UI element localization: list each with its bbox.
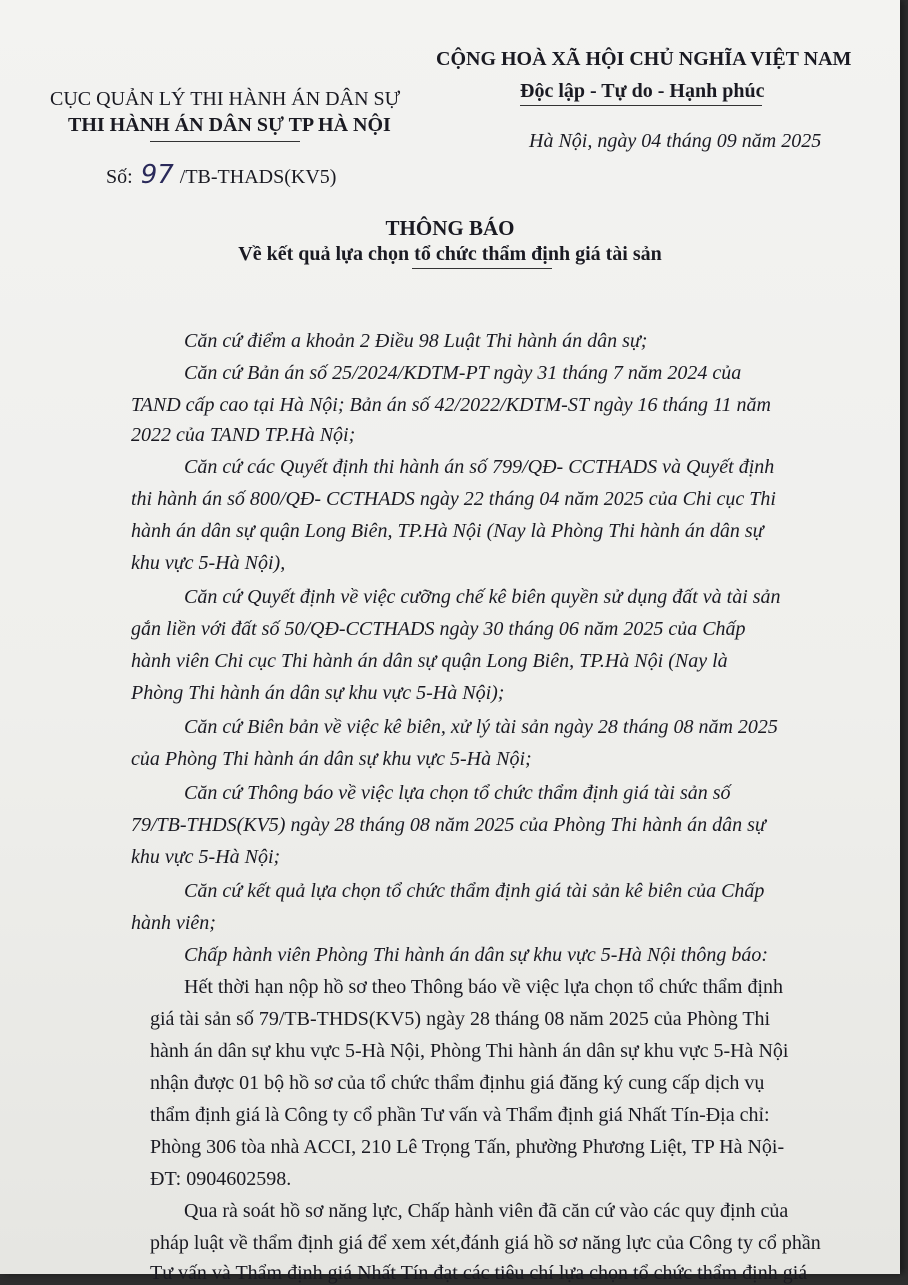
- body-line: nhận được 01 bộ hồ sơ của tổ chức thẩm địnhu giá đăng ký cung cấp dịch vụ: [150, 1072, 765, 1094]
- body-line: Tư vấn và Thẩm định giá Nhất Tín đạt các tiêu chí lựa chọn tổ chức thẩm định giá: [150, 1262, 808, 1284]
- body-line: Căn cứ điểm a khoản 2 Điều 98 Luật Thi hành án dân sự;: [184, 330, 648, 352]
- agency-underline: [150, 141, 300, 142]
- body-line: giá tài sản số 79/TB-THDS(KV5) ngày 28 tháng 08 năm 2025 của Phòng Thi: [150, 1008, 771, 1030]
- document-subtitle: Về kết quả lựa chọn tổ chức thẩm định giá tài sản: [238, 243, 662, 265]
- body-line: của Phòng Thi hành án dân sự khu vực 5-Hà Nội;: [131, 748, 532, 770]
- body-line: thẩm định giá là Công ty cổ phần Tư vấn và Thẩm định giá Nhất Tín-Địa chỉ:: [150, 1104, 770, 1126]
- number-prefix: Số:: [106, 166, 133, 188]
- agency-line-1: CỤC QUẢN LÝ THI HÀNH ÁN DÂN SỰ: [50, 88, 401, 110]
- body-line: TAND cấp cao tại Hà Nội; Bản án số 42/2022/KDTM-ST ngày 16 tháng 11 năm: [131, 394, 771, 416]
- body-line: Qua rà soát hồ sơ năng lực, Chấp hành viên đã căn cứ vào các quy định của: [184, 1200, 789, 1222]
- body-line: hành án dân sự khu vực 5-Hà Nội, Phòng Thi hành án dân sự khu vực 5-Hà Nội: [150, 1040, 789, 1062]
- body-line: hành án dân sự quận Long Biên, TP.Hà Nội (Nay là Phòng Thi hành án dân sự: [131, 520, 764, 542]
- body-line: khu vực 5-Hà Nội),: [131, 552, 286, 574]
- body-line: hành viên Chi cục Thi hành án dân sự quận Long Biên, TP.Hà Nội (Nay là: [131, 650, 728, 672]
- document-date: Hà Nội, ngày 04 tháng 09 năm 2025: [529, 130, 822, 152]
- body-line: ĐT: 0904602598.: [150, 1168, 292, 1190]
- body-line: hành viên;: [131, 912, 216, 934]
- body-line: 79/TB-THDS(KV5) ngày 28 tháng 08 năm 2025 của Phòng Thi hành án dân sự: [131, 814, 766, 836]
- handwritten-number: 97: [140, 160, 174, 190]
- body-line: pháp luật về thẩm định giá để xem xét,đánh giá hồ sơ năng lực của Công ty cổ phần: [150, 1232, 821, 1254]
- body-line: gắn liền với đất số 50/QĐ-CCTHADS ngày 30 tháng 06 năm 2025 của Chấp: [131, 618, 746, 640]
- agency-line-2: THI HÀNH ÁN DÂN SỰ TP HÀ NỘI: [68, 114, 391, 136]
- body-line: Căn cứ Quyết định về việc cưỡng chế kê biên quyền sử dụng đất và tài sản: [184, 586, 781, 608]
- body-line: khu vực 5-Hà Nội;: [131, 846, 281, 868]
- body-line: Căn cứ Thông báo về việc lựa chọn tổ chức thẩm định giá tài sản số: [184, 782, 731, 804]
- country-name: CỘNG HOÀ XÃ HỘI CHỦ NGHĨA VIỆT NAM: [436, 48, 852, 70]
- number-suffix: /TB-THADS(KV5): [179, 166, 337, 188]
- body-line: thi hành án số 800/QĐ- CCTHADS ngày 22 tháng 04 năm 2025 của Chi cục Thi: [131, 488, 776, 510]
- motto: Độc lập - Tự do - Hạnh phúc: [520, 80, 765, 102]
- body-line: Phòng 306 tòa nhà ACCI, 210 Lê Trọng Tấn, phường Phương Liệt, TP Hà Nội-: [150, 1136, 785, 1158]
- body-line: Phòng Thi hành án dân sự khu vực 5-Hà Nội);: [131, 682, 505, 704]
- document-number: [106, 160, 336, 190]
- body-line: Căn cứ kết quả lựa chọn tổ chức thẩm định giá tài sản kê biên của Chấp: [184, 880, 765, 902]
- body-line: Căn cứ Biên bản về việc kê biên, xử lý tài sản ngày 28 tháng 08 năm 2025: [184, 716, 778, 738]
- body-line: Chấp hành viên Phòng Thi hành án dân sự khu vực 5-Hà Nội thông báo:: [184, 944, 768, 966]
- subtitle-underline: [412, 268, 552, 269]
- body-line: Căn cứ các Quyết định thi hành án số 799/QĐ- CCTHADS và Quyết định: [184, 456, 775, 478]
- body-line: Hết thời hạn nộp hồ sơ theo Thông báo về việc lựa chọn tổ chức thẩm định: [184, 976, 784, 998]
- document-title: THÔNG BÁO: [385, 216, 515, 240]
- body-line: 2022 của TAND TP.Hà Nội;: [131, 424, 356, 446]
- motto-underline: [520, 105, 762, 106]
- body-line: Căn cứ Bản án số 25/2024/KDTM-PT ngày 31 tháng 7 năm 2024 của: [184, 362, 742, 384]
